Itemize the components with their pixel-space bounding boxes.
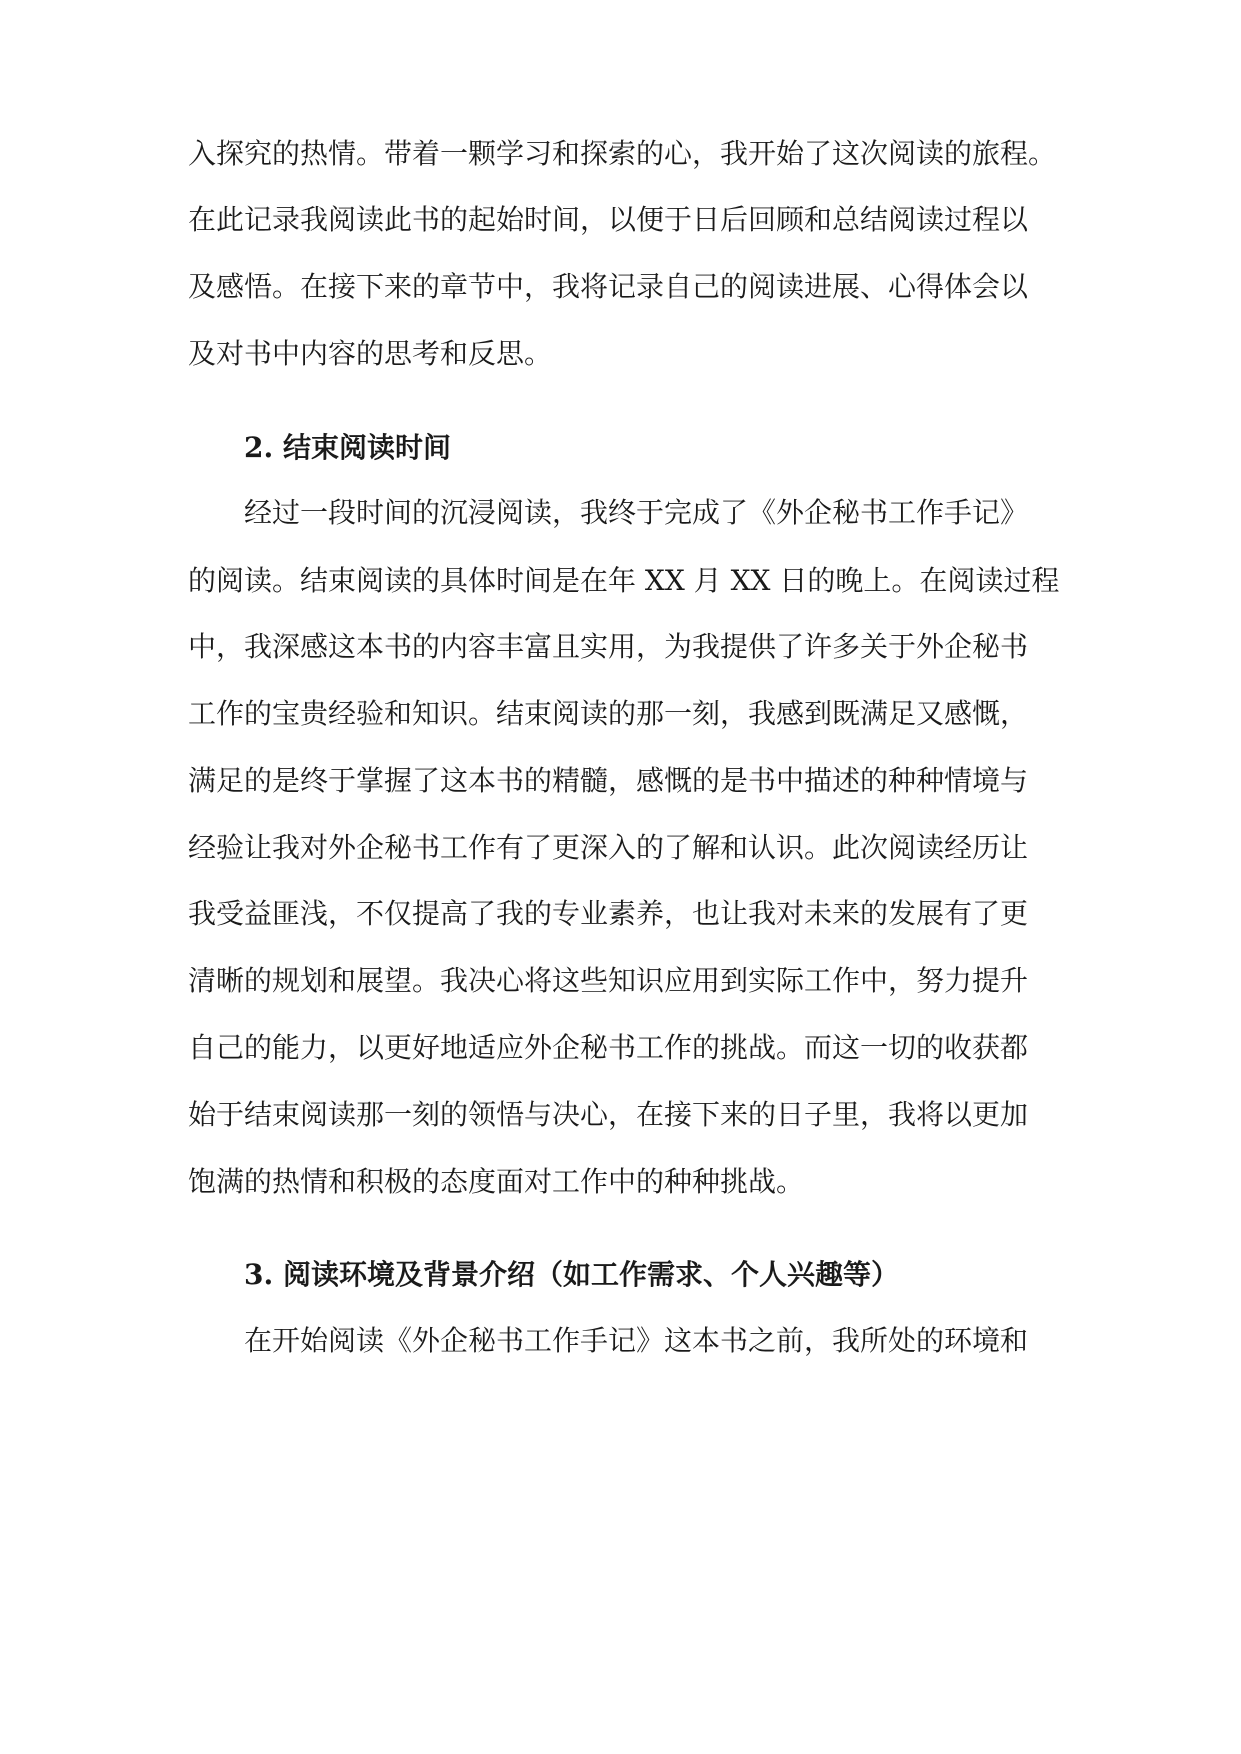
paragraph-2-line-4: 工作的宝贵经验和知识。结束阅读的那一刻，我感到既满足又感慨， xyxy=(188,697,1029,730)
paragraph-2-line-8: 清晰的规划和展望。我决心将这些知识应用到实际工作中，努力提升 xyxy=(188,964,1029,997)
paragraph-2-line-11: 饱满的热情和积极的态度面对工作中的种种挑战。 xyxy=(188,1165,805,1198)
paragraph-1-line-2: 在此记录我阅读此书的起始时间，以便于日后回顾和总结阅读过程以 xyxy=(188,203,1029,236)
paragraph-2-line-2: 的阅读。结束阅读的具体时间是在年 XX 月 XX 日的晚上。在阅读过程 xyxy=(188,564,1060,597)
paragraph-1-line-3: 及感悟。在接下来的章节中，我将记录自己的阅读进展、心得体会以 xyxy=(188,270,1029,303)
paragraph-2-line-3: 中，我深感这本书的内容丰富且实用，为我提供了许多关于外企秘书 xyxy=(188,630,1029,663)
paragraph-2-line-5: 满足的是终于掌握了这本书的精髓，感慨的是书中描述的种种情境与 xyxy=(188,764,1029,797)
paragraph-1-line-4: 及对书中内容的思考和反思。 xyxy=(188,337,553,370)
paragraph-2-line-10: 始于结束阅读那一刻的领悟与决心，在接下来的日子里，我将以更加 xyxy=(188,1098,1029,1131)
section-3-heading: 3. 阅读环境及背景介绍（如工作需求、个人兴趣等） xyxy=(244,1258,899,1291)
paragraph-2-line-6: 经验让我对外企秘书工作有了更深入的了解和认识。此次阅读经历让 xyxy=(188,831,1029,864)
paragraph-2-line-7: 我受益匪浅，不仅提高了我的专业素养，也让我对未来的发展有了更 xyxy=(188,897,1029,930)
paragraph-1-line-1: 入探究的热情。带着一颗学习和探索的心，我开始了这次阅读的旅程。 xyxy=(188,137,1057,170)
section-2-heading: 2. 结束阅读时间 xyxy=(244,431,451,464)
paragraph-3-line-1: 在开始阅读《外企秘书工作手记》这本书之前，我所处的环境和 xyxy=(244,1324,1029,1357)
paragraph-2-line-9: 自己的能力，以更好地适应外企秘书工作的挑战。而这一切的收获都 xyxy=(188,1031,1029,1064)
paragraph-2-line-1: 经过一段时间的沉浸阅读，我终于完成了《外企秘书工作手记》 xyxy=(244,496,1029,529)
